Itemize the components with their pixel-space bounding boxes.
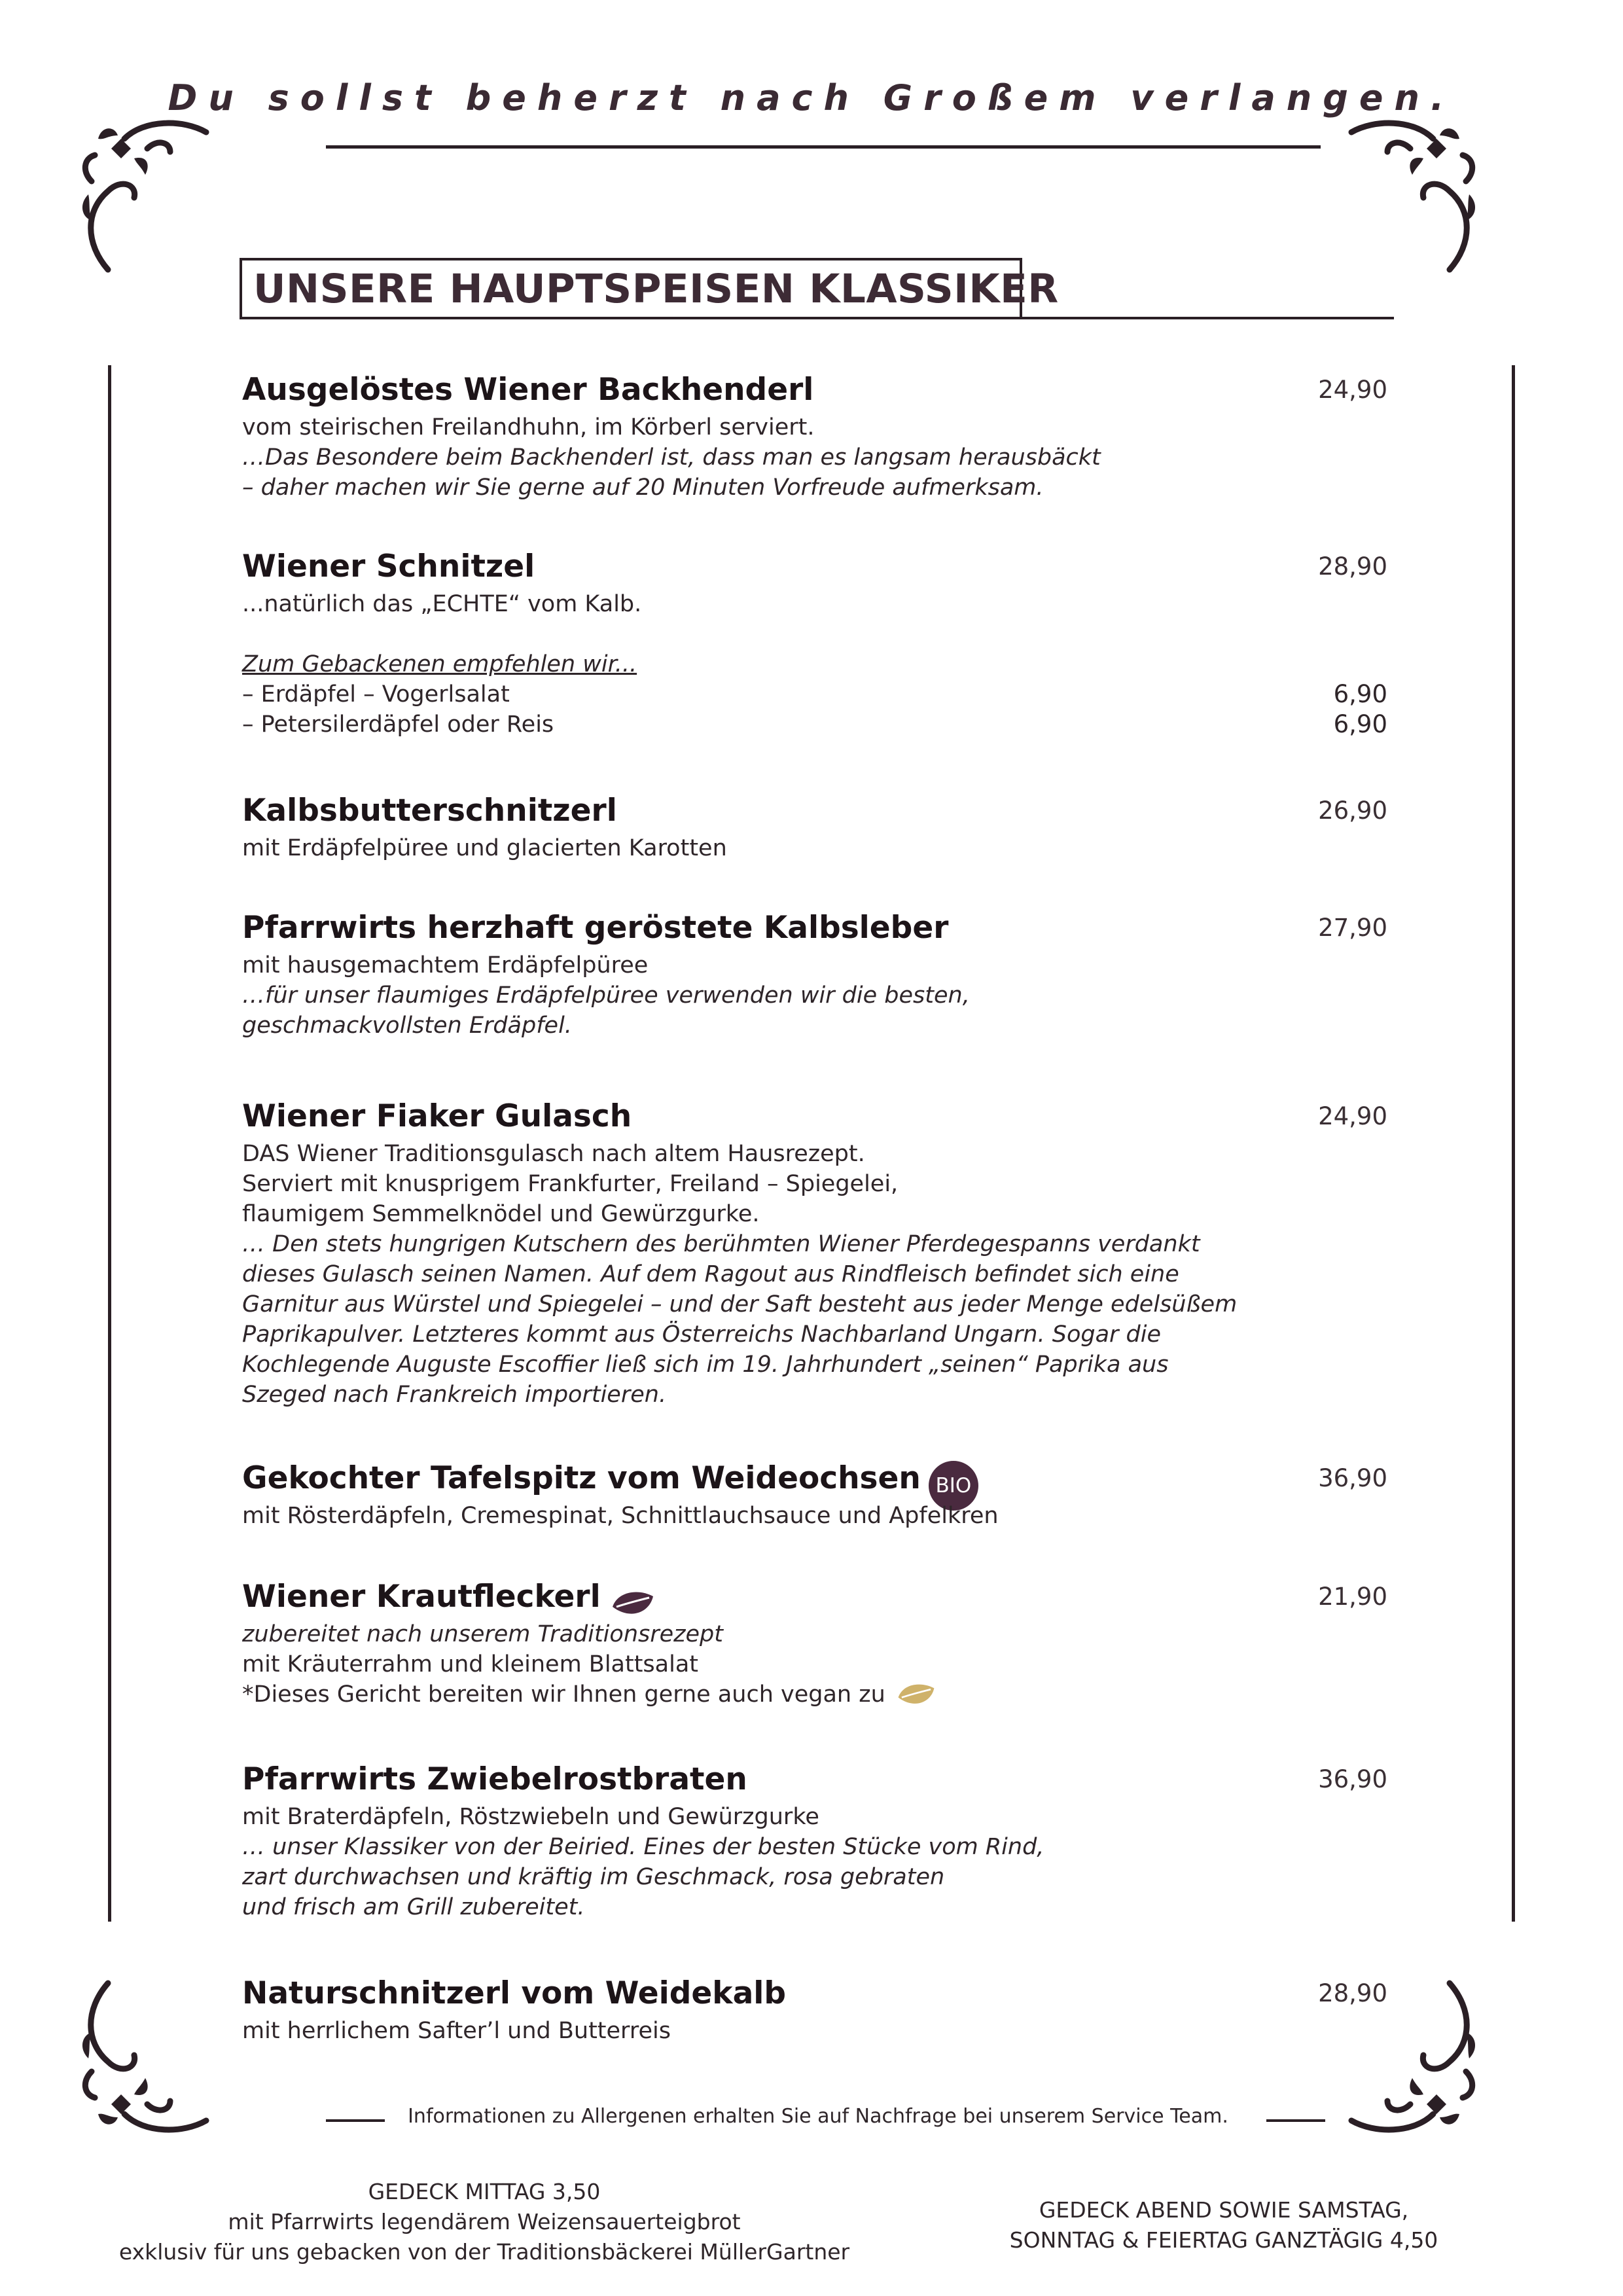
- dish-zwiebelrostbraten: [242, 1757, 1387, 1922]
- dish-note: dieses Gulasch seinen Namen. Auf dem Ragout aus Rindfleisch befindet sich eine: [242, 1261, 1179, 1287]
- gedeck-lunch-line: mit Pfarrwirts legendärem Weizensauerteigbrot: [228, 2209, 741, 2234]
- dish-note: geschmackvollsten Erdäpfel.: [242, 1013, 572, 1039]
- dish-description: flaumigem Semmelknödel und Gewürzgurke.: [242, 1201, 760, 1227]
- bio-badge: BIO: [929, 1461, 978, 1511]
- frame-left-rule: [108, 365, 111, 1922]
- dish-name: Pfarrwirts Zwiebelrostbraten: [242, 1761, 747, 1797]
- gedeck-evening-line: SONNTAG & FEIERTAG GANZTÄGIG 4,50: [1009, 2227, 1438, 2253]
- section-title: UNSERE HAUPTSPEISEN KLASSIKER: [253, 266, 1059, 312]
- dish-name: Naturschnitzerl vom Weidekalb: [242, 1975, 787, 2011]
- dish-price: 26,90: [1318, 797, 1387, 825]
- dish-price: 28,90: [1318, 552, 1387, 581]
- dish-header: [242, 1757, 1387, 1802]
- dish-kalbsbutterschnitzerl: [242, 789, 1387, 863]
- dish-header: [242, 1456, 1387, 1501]
- dish-wiener-schnitzel: [242, 545, 1387, 740]
- dish-description: zubereitet nach unserem Traditionsrezept: [242, 1621, 723, 1647]
- dish-description: ...natürlich das „ECHTE“ vom Kalb.: [242, 591, 642, 617]
- dish-header: [242, 1094, 1387, 1139]
- gedeck-evening-line: GEDECK ABEND SOWIE SAMSTAG,: [1039, 2197, 1409, 2223]
- dish-naturschnitzerl: [242, 1971, 1387, 2046]
- dish-description: mit Erdäpfelpüree und glacierten Karotten: [242, 835, 727, 861]
- section-title-rule: [1022, 317, 1394, 319]
- corner-ornament-top-left-icon: [72, 113, 209, 276]
- side-item-price: 6,90: [1333, 710, 1387, 738]
- dish-name: Wiener Schnitzel: [242, 548, 535, 584]
- dish-header: [242, 1971, 1387, 2016]
- gedeck-evening: [929, 2195, 1518, 2255]
- dish-header: [242, 789, 1387, 833]
- dish-header: [242, 368, 1387, 412]
- dish-kalbsleber: [242, 906, 1387, 1041]
- dish-note: …für unser flaumiges Erdäpfelpüree verwenden wir die besten,: [242, 982, 970, 1009]
- side-item-label: – Erdäpfel – Vogerlsalat: [242, 681, 510, 708]
- side-item: [242, 709, 1387, 740]
- dish-name: Gekochter Tafelspitz vom Weideochsen: [242, 1460, 921, 1496]
- dish-name: Kalbsbutterschnitzerl: [242, 793, 617, 829]
- allergen-notice: Informationen zu Allergenen erhalten Sie auf Nachfrage bei unserem Service Team.: [408, 2105, 1228, 2128]
- gedeck-lunch-title: GEDECK MITTAG 3,50: [368, 2179, 601, 2204]
- dish-price: 28,90: [1318, 1979, 1387, 2007]
- dish-fiaker-gulasch: [242, 1094, 1387, 1410]
- dish-price: 24,90: [1318, 1102, 1387, 1130]
- side-item-price: 6,90: [1333, 680, 1387, 708]
- dish-note: – daher machen wir Sie gerne auf 20 Minuten Vorfreude aufmerksam.: [242, 475, 1044, 501]
- dish-name: Wiener Fiaker Gulasch: [242, 1098, 632, 1134]
- dish-note: Garnitur aus Würstel und Spiegelei – und der Saft besteht aus jeder Menge edelsüßem: [242, 1291, 1238, 1318]
- gedeck-lunch-line: exklusiv für uns gebacken von der Traditionsbäckerei MüllerGartner: [118, 2239, 850, 2265]
- dish-description: mit hausgemachtem Erdäpfelpüree: [242, 952, 649, 978]
- dish-description: DAS Wiener Traditionsgulasch nach altem Hausrezept.: [242, 1141, 865, 1167]
- side-item: [242, 679, 1387, 709]
- dish-note: zart durchwachsen und kräftig im Geschmack, rosa gebraten: [242, 1864, 945, 1890]
- dish-header: [242, 906, 1387, 950]
- frame-right-rule: [1512, 365, 1515, 1922]
- motto-underline: [326, 145, 1321, 149]
- dish-price: 24,90: [1318, 376, 1387, 404]
- dish-price: 21,90: [1318, 1583, 1387, 1611]
- dish-description: Serviert mit knusprigem Frankfurter, Freiland – Spiegelei,: [242, 1171, 899, 1197]
- dish-price: 36,90: [1318, 1765, 1387, 1793]
- dish-note: … unser Klassiker von der Beiried. Eines der besten Stücke vom Rind,: [242, 1834, 1044, 1860]
- dish-backhenderl: [242, 368, 1387, 503]
- dish-name: Pfarrwirts herzhaft geröstete Kalbsleber: [242, 910, 949, 946]
- dish-note: Szeged nach Frankreich importieren.: [242, 1382, 667, 1408]
- dish-note: Kochlegende Auguste Escoffier ließ sich im 19. Jahrhundert „seinen“ Paprika aus: [242, 1352, 1169, 1378]
- footer-rule-left: [326, 2119, 385, 2122]
- motto: Du sollst beherzt nach Großem verlangen.: [168, 77, 1455, 118]
- footer-rule-right: [1266, 2119, 1325, 2122]
- corner-ornament-bottom-left-icon: [72, 1977, 209, 2140]
- dish-note: und frisch am Grill zubereitet.: [242, 1894, 585, 1920]
- vegetarian-leaf-icon: [610, 1587, 656, 1621]
- vegan-leaf-icon: [895, 1680, 938, 1710]
- dish-note: Paprikapulver. Letzteres kommt aus Österreichs Nachbarland Ungarn. Sogar die: [242, 1321, 1162, 1348]
- dish-header: [242, 545, 1387, 589]
- vegan-note: [242, 1679, 1387, 1710]
- dish-price: 36,90: [1318, 1464, 1387, 1492]
- dish-description: vom steirischen Freilandhuhn, im Körberl serviert.: [242, 414, 815, 440]
- dish-description: mit Kräuterrahm und kleinem Blattsalat: [242, 1651, 699, 1677]
- dish-krautfleckerl: [242, 1575, 1387, 1710]
- dish-header: [242, 1575, 1387, 1619]
- dish-description: mit herrlichem Safter’l und Butterreis: [242, 2018, 671, 2044]
- corner-ornament-top-right-icon: [1348, 113, 1486, 276]
- dish-note: …Das Besondere beim Backhenderl ist, dass man es langsam herausbäckt: [242, 444, 1101, 471]
- dish-description: mit Braterdäpfeln, Röstzwiebeln und Gewürzgurke: [242, 1804, 819, 1830]
- dish-name: Wiener Krautfleckerl: [242, 1579, 601, 1615]
- dish-note: … Den stets hungrigen Kutschern des berühmten Wiener Pferdegespanns verdankt: [242, 1231, 1200, 1257]
- gedeck-lunch: [105, 2177, 864, 2267]
- side-item-label: – Petersilerdäpfel oder Reis: [242, 711, 554, 738]
- side-recommendation-title: Zum Gebackenen empfehlen wir...: [242, 651, 637, 677]
- dish-tafelspitz: [242, 1456, 1387, 1531]
- dish-name: Ausgelöstes Wiener Backhenderl: [242, 372, 814, 408]
- vegan-note-text: *Dieses Gericht bereiten wir Ihnen gerne auch vegan zu: [242, 1681, 885, 1708]
- dish-price: 27,90: [1318, 914, 1387, 942]
- dish-description: mit Rösterdäpfeln, Cremespinat, Schnittlauchsauce und Apfelkren: [242, 1503, 999, 1529]
